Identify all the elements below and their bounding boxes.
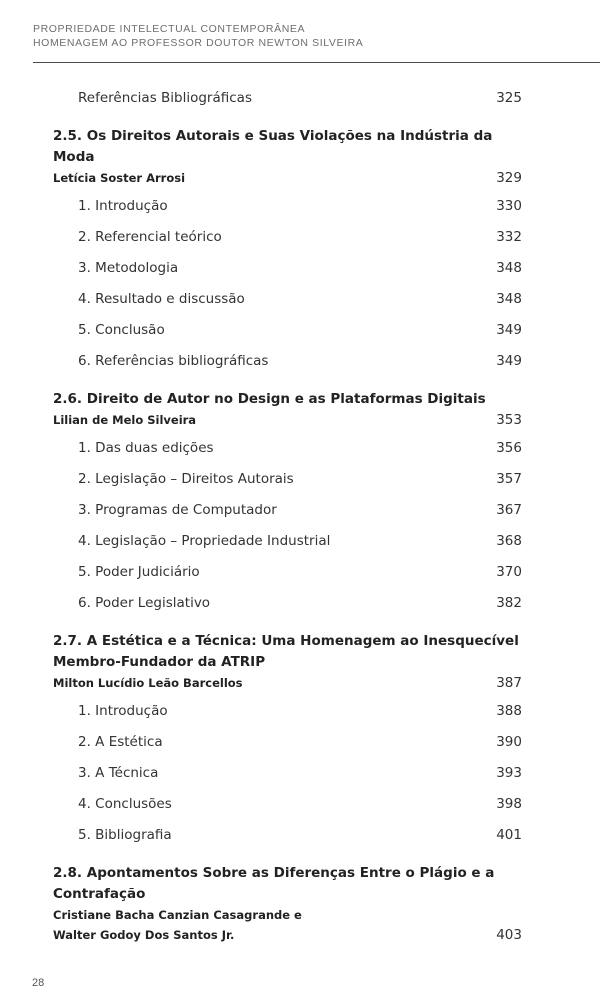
toc-entry-label: 1. Introdução [78,198,168,214]
toc-entry-page: 393 [496,765,522,781]
toc-entry-label: 1. Das duas edições [78,440,214,456]
author-name: Lilian de Melo Silveira [53,413,197,427]
author-page: 387 [496,675,522,691]
toc-entry-label: 5. Conclusão [78,322,165,338]
toc-entry [53,195,522,226]
toc-entry-page: 349 [496,322,522,338]
toc-entry-page: 390 [496,734,522,750]
toc-entry [53,350,522,381]
toc-entry [53,561,522,592]
header-divider [33,62,600,63]
toc-entry-label: 4. Resultado e discussão [78,291,245,307]
section-author [53,410,522,437]
author-name: Walter Godoy Dos Santos Jr. [53,928,235,942]
running-header-line-2: HOMENAGEM AO PROFESSOR DOUTOR NEWTON SILVEIRA [33,37,364,49]
toc-entry-label: Referências Bibliográficas [78,90,252,106]
toc-entry-page: 388 [496,703,522,719]
author-page: 403 [496,927,522,943]
toc-entry-page: 330 [496,198,522,214]
toc-entry-page: 325 [496,90,522,106]
toc-entry-label: 2. Referencial teórico [78,229,222,245]
section-title: 2.5. Os Direitos Autorais e Suas Violações na Indústria da Moda [53,128,493,165]
section-title: 2.8. Apontamentos Sobre as Diferenças Entre o Plágio e a Contrafação [53,865,495,902]
section-title: 2.7. A Estética e a Técnica: Uma Homenagem ao Inesquecível Membro-Fundador da ATRIP [53,633,519,670]
table-of-contents [53,87,522,947]
toc-entry [53,700,522,731]
toc-entry-page: 382 [496,595,522,611]
toc-entry-page: 356 [496,440,522,456]
toc-entry [53,499,522,530]
toc-entry [53,87,522,118]
toc-entry-page: 368 [496,533,522,549]
toc-entry-label: 3. Metodologia [78,260,179,276]
toc-entry [53,226,522,257]
toc-entry-label: 6. Referências bibliográficas [78,353,269,369]
toc-entry-page: 401 [496,827,522,843]
section-author [53,673,522,700]
toc-entry [53,793,522,824]
toc-entry-page: 348 [496,260,522,276]
toc-entry-label: 2. A Estética [78,734,163,750]
running-header-line-1: PROPRIEDADE INTELECTUAL CONTEMPORÂNEA [33,23,306,35]
toc-entry-page: 348 [496,291,522,307]
toc-entry-page: 370 [496,564,522,580]
toc-entry-label: 4. Conclusões [78,796,172,812]
section-author [53,925,522,947]
toc-entry [53,530,522,561]
running-header [33,22,593,50]
section-title: 2.6. Direito de Autor no Design e as Plataformas Digitais [53,391,486,407]
toc-entry-label: 2. Legislação – Direitos Autorais [78,471,294,487]
toc-entry [53,824,522,855]
toc-entry-page: 357 [496,471,522,487]
author-page: 353 [496,412,522,428]
toc-entry-label: 5. Poder Judiciário [78,564,200,580]
author-page: 329 [496,170,522,186]
toc-entry-label: 5. Bibliografia [78,827,172,843]
toc-entry [53,437,522,468]
toc-entry [53,731,522,762]
author-name: Letícia Soster Arrosi [53,171,186,185]
toc-entry-label: 6. Poder Legislativo [78,595,211,611]
toc-entry-label: 3. A Técnica [78,765,159,781]
toc-entry [53,762,522,793]
toc-entry-page: 349 [496,353,522,369]
author-name: Milton Lucídio Leão Barcellos [53,676,243,690]
toc-entry-label: 1. Introdução [78,703,168,719]
toc-entry-page: 332 [496,229,522,245]
toc-entry-label: 4. Legislação – Propriedade Industrial [78,533,331,549]
section-author [53,168,522,195]
author-name: Cristiane Bacha Canzian Casagrande e [53,908,302,922]
page-number: 28 [32,977,45,989]
toc-entry-page: 398 [496,796,522,812]
toc-entry [53,319,522,350]
toc-entry [53,592,522,623]
toc-entry [53,468,522,499]
toc-entry-label: 3. Programas de Computador [78,502,277,518]
toc-entry-page: 367 [496,502,522,518]
toc-entry [53,288,522,319]
toc-entry [53,257,522,288]
